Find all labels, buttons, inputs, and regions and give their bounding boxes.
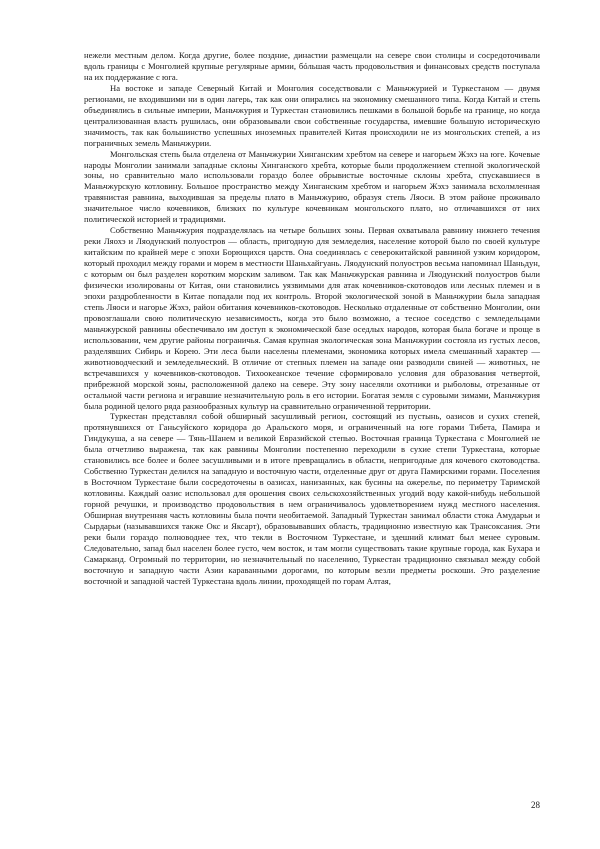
paragraph-mongolian-steppe: Монгольская степь была отделена от Маньчжурии Хинганским хребтом на севере и нагорьем Жэхэ на юге. Кочевые народы Монголии занимали западные склоны Хинганского хребта, которые были продолжением степной экологической зоны, но сравнительно мало использовали гораздо более обрывистые восточные склоны хребта, спускавшиеся в Маньчжурскую котловину. Большое пространство между Хинганским хребтом и нагорьем Жэхэ занимала всхолмленная травянистая равнина, выходившая за пределы плато в Маньчжурию, образуя степь Ляоси. В этом районе проживало значительное число кочевников, близких по культуре кочевникам монгольского плато, но отличавшихся от них политической историей и традициями.: [84, 148, 540, 225]
body-text: [84, 50, 540, 587]
paragraph-manchuria-zones: Собственно Маньчжурия подразделялась на четыре больших зоны. Первая охватывала равнину нижнего течения реки Ляохэ и Ляодунский полуостров — область, пригодную для земледелия, население которой было по своей культуре китайским по крайней мере с эпохи Борющихся царств. Она соединялась с северокитайской равниной узким коридором, который проходил между горами и морем в местности Шаньхайгуань. Ляодунский полуостров весьма напоминал Шаньдун, с которым он был разделен коротким морским заливом. Так как Маньчжурская равнина и Ляодунский полуостров были физически изолированы от Китая, они становились уязвимыми для атак кочевников-скотоводов или лесных племен и в эпохи раздробленности в Китае попадали под их контроль. Второй экологической зоной в Маньчжурии была западная степь Ляоси и нагорье Жэхэ, район обитания кочевников-скотоводов. Несколько отдаленные от собственно Монголии, они провозглашали свою политическую независимость, когда это было возможно, а тесное соседство с земледельцами маньчжурской равнины обеспечивало им доступ к экономической базе оседлых народов, которая была богаче и проще в использовании, чем другие районы пограничья. Самая крупная экологическая зона Маньчжурии состояла из густых лесов, разделявших Сибирь и Корею. Эти леса были населены племенами, экономика которых имела смешанный характер — животноводческий и земледельческий. В отличие от степных племен на западе они разводили свиней — животных, не встречавшихся у кочевников-скотоводов. Тихоокеанское течение сформировало условия для образования четвертой, прибрежной морской зоны, расположенной далеко на севере. Эту зону населяли охотники и рыболовы, отрезанные от остальной части региона и игравшие незначительную роль в его истории. Богатая земля с суровыми зимами, Маньчжурия была родиной целого ряда разнообразных культур на сравнительно ограниченной территории.: [84, 225, 540, 411]
page-number: 28: [531, 800, 540, 810]
paragraph-manchuria-turkestan-intro: На востоке и западе Северный Китай и Монголия соседствовали с Маньчжурией и Туркестаном — двумя регионами, не входившими ни в один лагерь, так как они опирались на экономику смешанного типа. Когда Китай и степь объединялись в сильные империи, Маньчжурия и Туркестан становились пешками в большой борьбе на границе, но когда централизованная власть рушилась, они образовывали свои собственные государства, имевшие большую историческую значимость, так как большинство успешных иноземных правителей Китая происходили не из монгольских степей, а из пограничных земель Маньчжурии.: [84, 82, 540, 148]
paragraph-continuation: нежели местным делом. Когда другие, более поздние, династии размещали на севере свои столицы и сосредоточивали вдоль границы с Монголией крупные регулярные армии, бóльшая часть продовольствия и финансовых средств поступала на их поддержание с юга.: [84, 50, 540, 82]
paragraph-turkestan: Туркестан представлял собой обширный засушливый регион, состоящий из пустынь, оазисов и сухих степей, протянувшихся от Ганьсуйского коридора до Аральского моря, и ограниченный на юге горами Тибета, Памира и Гиндукуша, а на севере — Тянь-Шанем и великой Евразийской степью. Восточная граница Туркестана с Монголией не была отчетливо выражена, так как равнины Монголии постепенно переходили в сухие степи Туркестана, которые становились все более и более засушливыми и в итоге превращались в области, непригодные для кочевого скотоводства. Собственно Туркестан делился на западную и восточную части, отделенные друг от друга Памирскими горами. Поселения в Восточном Туркестане были сосредоточены в оазисах, нанизанных, как бусины на ожерелье, по периметру Таримской котловины. Каждый оазис использовал для орошения своих сельскохозяйственных угодий воду какой-нибудь небольшой горной речушки, и производство продовольствия в нем ограничивалось удовлетворением нужд местного населения. Обширная внутренняя часть котловины была почти необитаемой. Западный Туркестан занимал области стока Амударьи и Сырдарьи (называвшихся также Окс и Яксарт), образовывавших область, традиционно известную как Трансоксания. Эти реки были гораздо полноводнее тех, что текли в Восточном Туркестане, и здешний климат был менее суровым. Следовательно, запад был населен более густо, чем восток, и там могли существовать такие крупные города, как Бухара и Самарканд. Огромный по территории, но незначительный по населению, Туркестан традиционно связывал между собой восточную и западную части Азии караванными дорогами, по которым везли предметы роскоши. Это разделение восточной и западной частей Туркестана вдоль линии, проходящей по горам Алтая,: [84, 411, 540, 586]
